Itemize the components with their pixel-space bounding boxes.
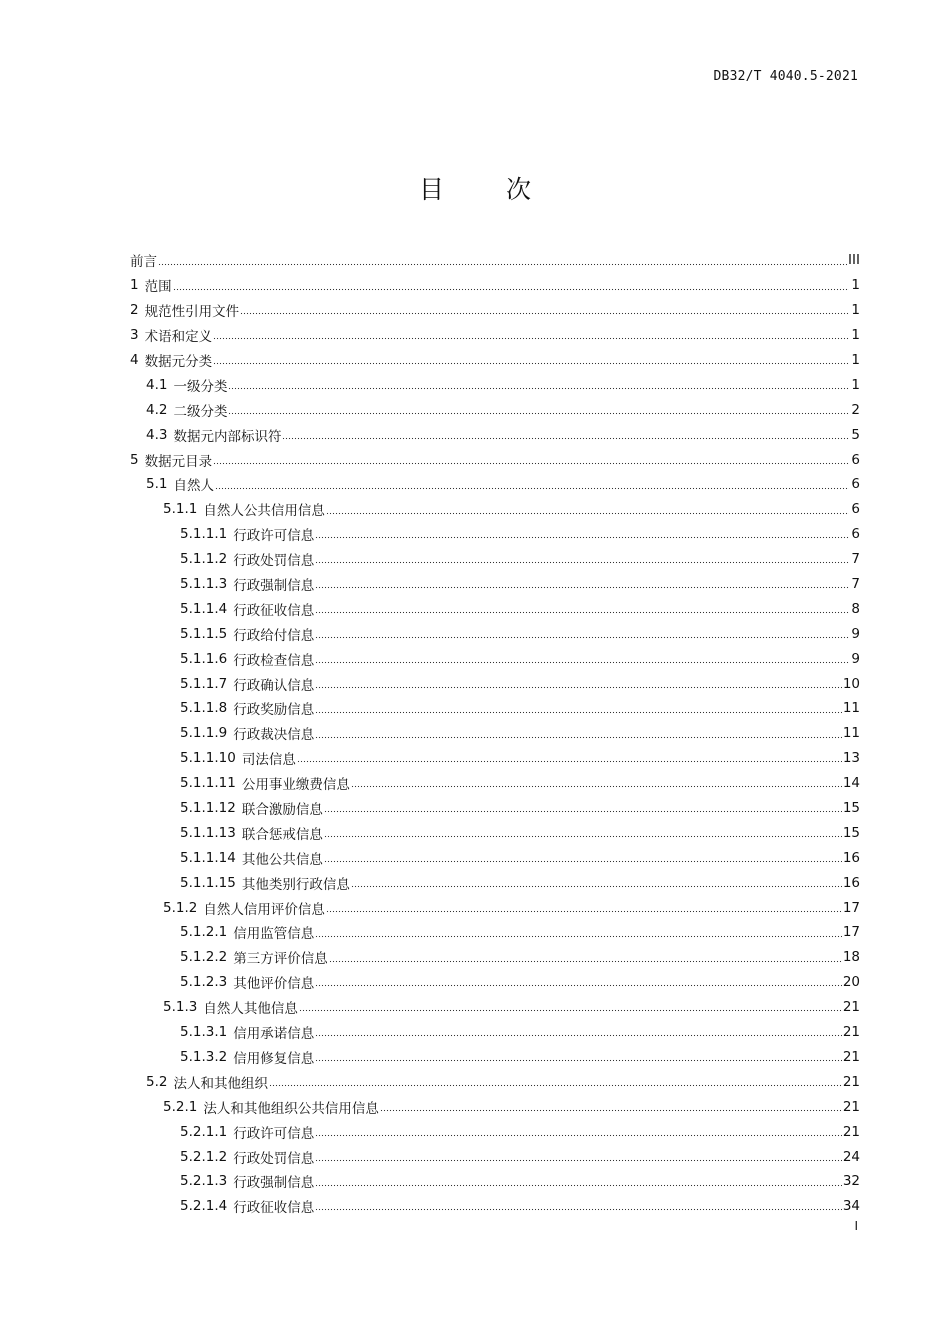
toc-entry-label: 其他评价信息: [233, 976, 315, 993]
toc-entry-page: 21: [842, 1024, 860, 1041]
toc-entry[interactable]: [130, 671, 860, 696]
toc-entry-page: 1: [851, 376, 860, 393]
dot-leader: [315, 652, 849, 666]
toc-entry-number: 5.2: [146, 1073, 168, 1090]
toc-entry[interactable]: [130, 273, 860, 298]
toc-entry-label: 其他类别行政信息: [241, 876, 350, 893]
toc-entry-label: 信用监管信息: [233, 926, 315, 943]
toc-entry[interactable]: [130, 472, 860, 497]
toc-entry[interactable]: [130, 1020, 860, 1045]
toc-entry-page: 1: [851, 327, 860, 344]
toc-entry-number: 4.2: [146, 401, 168, 418]
toc-entry-page: 20: [842, 974, 860, 991]
page-title: 目 次: [419, 175, 531, 204]
toc-entry[interactable]: [130, 572, 860, 597]
toc-entry-number: 1: [130, 277, 139, 294]
dot-leader: [315, 702, 842, 716]
toc-entry-number: 2: [130, 302, 139, 319]
toc-entry[interactable]: [130, 945, 860, 970]
toc-entry-page: 2: [851, 401, 860, 418]
dot-leader: [315, 527, 849, 541]
toc-entry[interactable]: [130, 646, 860, 671]
dot-leader: [329, 951, 842, 965]
toc-entry-label: 行政奖励信息: [233, 702, 315, 719]
toc-entry-label: 行政强制信息: [233, 1175, 315, 1192]
dot-leader: [380, 1100, 842, 1114]
toc-entry[interactable]: [130, 895, 860, 920]
toc-entry-label: 行政确认信息: [233, 677, 315, 694]
toc-entry-page: 32: [842, 1173, 860, 1190]
toc-entry-number: 5.1.1.4: [180, 600, 228, 617]
toc-entry[interactable]: [130, 1069, 860, 1094]
toc-entry[interactable]: [130, 1094, 860, 1119]
dot-leader: [324, 801, 842, 815]
toc-entry-number: 5.1.1.8: [180, 700, 228, 717]
dot-leader: [282, 428, 849, 442]
toc-entry-label: 行政裁决信息: [233, 727, 315, 744]
toc-entry-label: 数据元目录: [144, 453, 213, 470]
toc-entry-label: 法人和其他组织: [173, 1075, 268, 1092]
toc-entry-page: 7: [851, 576, 860, 593]
dot-leader: [315, 926, 842, 940]
toc-entry[interactable]: [130, 596, 860, 621]
toc-entry-page: 15: [842, 800, 860, 817]
dot-leader: [215, 478, 849, 492]
toc-entry-label: 数据元分类: [144, 354, 213, 370]
toc-entry[interactable]: [130, 372, 860, 397]
toc-entry-number: 5.1.1.1: [180, 526, 228, 543]
toc-entry-page: 21: [842, 1073, 860, 1090]
toc-entry-number: 5.1.1: [163, 501, 198, 518]
dot-leader: [213, 328, 849, 342]
dot-leader: [240, 303, 849, 317]
dot-leader: [299, 1000, 842, 1014]
toc-entry-number: 5.1.2.2: [180, 949, 228, 966]
toc-entry-page: 9: [851, 650, 860, 667]
dot-leader: [158, 254, 847, 268]
toc-entry-page: 11: [842, 725, 860, 742]
toc-entry[interactable]: [130, 1169, 860, 1194]
toc-entry-number: 4: [130, 352, 139, 368]
toc-entry-number: 5.1.1.11: [180, 775, 236, 792]
toc-entry-number: 5.1.1.2: [180, 551, 228, 568]
toc-entry-page: 14: [842, 775, 860, 792]
dot-leader: [315, 1025, 842, 1039]
toc-entry-number: 5.1: [146, 476, 168, 493]
toc-entry-number: 5.1.1.3: [180, 576, 228, 593]
toc-entry-number: 5.1.1.7: [180, 675, 228, 692]
toc-entry-label: 第三方评价信息: [233, 951, 328, 968]
toc-entry-number: 3: [130, 327, 139, 344]
toc-entry-page: 17: [842, 924, 860, 941]
dot-leader: [297, 752, 842, 766]
dot-leader: [315, 1125, 842, 1139]
toc-entry[interactable]: [130, 920, 860, 945]
toc-entry[interactable]: [130, 298, 860, 323]
toc-entry-number: 5.1.2.3: [180, 974, 228, 991]
dot-leader: [315, 1175, 842, 1189]
toc-entry-label: 行政征收信息: [233, 1200, 315, 1217]
toc-entry-label: 信用修复信息: [233, 1050, 315, 1067]
toc-entry-number: 5.1.1.10: [180, 750, 236, 767]
toc-entry-label: 行政强制信息: [233, 578, 315, 595]
dot-leader: [213, 453, 849, 467]
toc-entry-label: 联合激励信息: [241, 802, 323, 819]
toc-entry-page: 17: [842, 899, 860, 916]
dot-leader: [315, 677, 842, 691]
toc-entry[interactable]: [130, 746, 860, 771]
toc-entry-label: 一级分类: [173, 378, 228, 395]
toc-entry-label: 规范性引用文件: [144, 304, 240, 321]
dot-leader: [351, 776, 842, 790]
toc-entry-label: 公用事业缴费信息: [241, 777, 350, 794]
toc-entry[interactable]: [130, 1194, 860, 1219]
page-number: I: [854, 1219, 858, 1233]
toc-entry-page: 21: [842, 1098, 860, 1115]
dot-leader: [315, 552, 849, 566]
toc-entry-page: 9: [851, 625, 860, 642]
toc-entry-page: 1: [851, 302, 860, 319]
toc-entry-number: 5.1.3: [163, 999, 198, 1016]
toc-entry-label: 行政给付信息: [233, 627, 315, 644]
toc-entry-page: 13: [842, 750, 860, 767]
toc-entry-label: 其他公共信息: [241, 851, 323, 868]
toc-entry-number: 5: [130, 451, 139, 468]
toc-entry-page: 18: [842, 949, 860, 966]
toc-entry-label: 司法信息: [241, 752, 296, 769]
toc-entry[interactable]: [130, 621, 860, 646]
document-code: DB32/T 4040.5-2021: [713, 69, 858, 84]
toc-entry[interactable]: [130, 771, 860, 796]
toc-entry-number: 5.2.1.2: [180, 1148, 228, 1165]
toc-entry[interactable]: [130, 870, 860, 895]
toc-entry-number: 5.2.1.1: [180, 1123, 228, 1140]
dot-leader: [315, 577, 849, 591]
toc-entry-page: 34: [842, 1198, 860, 1215]
toc-entry-label: 术语和定义: [144, 329, 213, 346]
toc-entry-label: 行政处罚信息: [233, 1150, 315, 1167]
dot-leader: [269, 1075, 842, 1089]
toc-entry-number: 5.1.1.15: [180, 874, 236, 891]
toc-entry-number: 5.1.1.14: [180, 849, 236, 866]
dot-leader: [315, 727, 842, 741]
toc-entry-label: 行政许可信息: [233, 528, 315, 545]
toc-entry-page: 15: [842, 824, 860, 841]
toc-entry-page: 6: [851, 476, 860, 493]
toc-entry-label: 行政征收信息: [233, 602, 315, 619]
toc-entry-number: 5.1.1.13: [180, 824, 236, 841]
toc-entry-number: 5.1.2: [163, 899, 198, 916]
toc-entry-number: 5.2.1.3: [180, 1173, 228, 1190]
toc-entry-number: 5.2.1.4: [180, 1198, 228, 1215]
dot-leader: [326, 503, 849, 517]
toc-entry-label: 联合惩戒信息: [241, 826, 323, 843]
toc-entry-number: 5.1.3.2: [180, 1048, 228, 1065]
toc-entry-page: 6: [851, 451, 860, 468]
toc-entry[interactable]: [130, 721, 860, 746]
toc-entry[interactable]: [130, 522, 860, 547]
toc-entry-page: 7: [851, 551, 860, 568]
toc-entry-label: 范围: [144, 279, 172, 296]
dot-leader: [228, 378, 849, 392]
toc-entry-number: 4.3: [146, 426, 168, 443]
toc-entry-page: 16: [842, 874, 860, 891]
toc-entry[interactable]: [130, 845, 860, 870]
toc-entry-number: 4.1: [146, 376, 168, 393]
toc-entry-label: 自然人: [173, 478, 214, 495]
toc-entry-page: 21: [842, 1123, 860, 1140]
dot-leader: [315, 1200, 842, 1214]
toc-entry-number: 5.2.1: [163, 1098, 198, 1115]
toc-entry[interactable]: [130, 1144, 860, 1169]
dot-leader: [173, 279, 849, 293]
dot-leader: [315, 1050, 842, 1064]
dot-leader: [324, 826, 842, 840]
toc-entry-label: 行政许可信息: [233, 1125, 315, 1142]
toc-entry-label: 行政处罚信息: [233, 553, 315, 570]
toc-entry-number: 5.1.1.6: [180, 650, 228, 667]
dot-leader: [326, 901, 842, 915]
toc-entry-page: 24: [842, 1148, 860, 1165]
dot-leader: [213, 353, 849, 367]
toc-entry[interactable]: [130, 820, 860, 845]
dot-leader: [315, 602, 849, 616]
toc-entry-label: 行政检查信息: [233, 652, 315, 669]
toc-entry-page: 6: [851, 526, 860, 543]
toc-entry[interactable]: [130, 970, 860, 995]
toc-entry-label: 自然人其他信息: [203, 1001, 298, 1018]
toc-entry[interactable]: [130, 397, 860, 422]
dot-leader: [228, 403, 849, 417]
toc-entry-label: 自然人信用评价信息: [203, 901, 325, 918]
toc-entry-page: 21: [842, 999, 860, 1016]
toc-entry-page: 6: [851, 501, 860, 518]
toc-entry-label: 自然人公共信用信息: [203, 503, 325, 520]
toc-entry-number: 5.1.3.1: [180, 1024, 228, 1041]
toc-entry-page: III: [848, 252, 860, 269]
toc-entry-label: 二级分类: [173, 403, 228, 420]
toc-entry-label: 前言: [130, 254, 157, 271]
table-of-contents: [130, 248, 860, 1219]
toc-entry-page: 1: [851, 277, 860, 294]
dot-leader: [315, 627, 849, 641]
toc-entry[interactable]: [130, 1045, 860, 1070]
toc-entry-page: 8: [851, 600, 860, 617]
toc-entry-number: 5.1.1.9: [180, 725, 228, 742]
toc-entry[interactable]: [130, 447, 860, 472]
toc-entry-number: 5.1.1.12: [180, 800, 236, 817]
toc-entry[interactable]: [130, 497, 860, 522]
toc-entry-number: 5.1.2.1: [180, 924, 228, 941]
toc-entry[interactable]: [130, 248, 860, 273]
toc-entry-page: 16: [842, 849, 860, 866]
toc-entry[interactable]: [130, 796, 860, 821]
toc-entry[interactable]: [130, 422, 860, 447]
toc-entry-label: 法人和其他组织公共信用信息: [203, 1100, 379, 1117]
dot-leader: [324, 851, 842, 865]
toc-entry[interactable]: [130, 995, 860, 1020]
toc-entry[interactable]: [130, 547, 860, 572]
dot-leader: [351, 876, 842, 890]
dot-leader: [315, 976, 842, 990]
toc-entry-page: 5: [851, 426, 860, 443]
toc-entry-page: 10: [842, 675, 860, 692]
toc-entry-number: 5.1.1.5: [180, 625, 228, 642]
dot-leader: [315, 1150, 842, 1164]
toc-entry-label: 数据元内部标识符: [173, 428, 282, 445]
toc-entry-page: 1: [851, 352, 860, 368]
toc-entry[interactable]: [130, 696, 860, 721]
toc-entry-page: 11: [842, 700, 860, 717]
toc-entry-label: 信用承诺信息: [233, 1026, 315, 1043]
toc-entry[interactable]: [130, 323, 860, 348]
toc-entry[interactable]: [130, 1119, 860, 1144]
toc-entry[interactable]: [130, 348, 860, 373]
toc-entry-page: 21: [842, 1048, 860, 1065]
